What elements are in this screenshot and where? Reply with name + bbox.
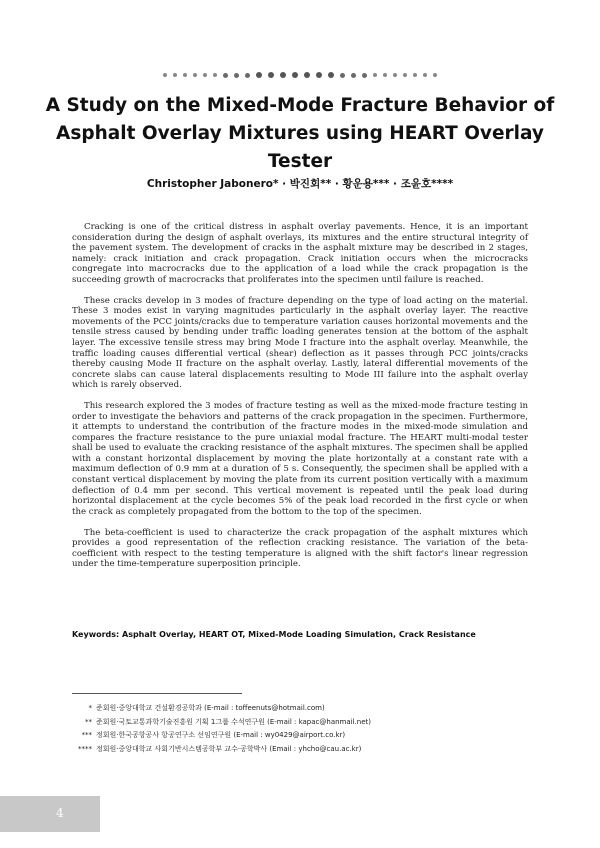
- abstract-paragraph: These cracks develop in 3 modes of fracture depending on the type of load acting on the material. These 3 modes exist in varying magnitudes particularly in the asphalt overlay layer. The reactive movements of the PCC joints/cracks due to temperature variation causes horizontal movements and the tensile stress caused by bending under traffic loading generates tension at the bottom of the asphalt layer. The excessive tensile stress may bring Mode I fracture into the asphalt overlay. Meanwhile, the traffic loading causes differential vertical (shear) deflection as it passes through PCC joints/cracks thereby causing Mode II fracture on the asphalt overlay. Lastly, lateral differential movements of the concrete slabs can cause lateral displacements resulting to Mode III failure into the asphalt overlay which is rarely observed.: [72, 295, 528, 391]
- footnote-text: 준회원·국토교통과학기술진흥원 기획 1그룹 수석연구원 (E-mail : kapac@hanmail.net): [96, 717, 371, 726]
- keywords-line: Keywords: Asphalt Overlay, HEART OT, Mixed-Mode Loading Simulation, Crack Resistance: [72, 630, 476, 639]
- footnote-mark: *: [88, 704, 92, 712]
- footnote: [72, 716, 528, 730]
- page-number-box: [0, 796, 100, 832]
- footnote-text: 준회원·중앙대학교 건설환경공학과 (E-mail : toffeenuts@hotmail.com): [96, 704, 325, 712]
- title-line: A Study on the Mixed-Mode Fracture Behavior of: [45, 95, 555, 116]
- title-line: Asphalt Overlay Mixtures using HEART Overlay Tester: [56, 123, 544, 172]
- footnote-mark: ***: [81, 731, 92, 739]
- author-list: Christopher Jabonero* · 박진회** · 황운용*** · 조윤호****: [146, 178, 454, 190]
- footnotes: [72, 702, 528, 756]
- abstract-paragraph: The beta-coefficient is used to characterize the crack propagation of the asphalt mixtures which provides a good representation of the reflection cracking resistance. The variation of the beta-coefficient with respect to the testing temperature is aligned with the shift factor's linear regression under the time-temperature superposition principle.: [72, 527, 528, 570]
- page-number: 4: [56, 806, 64, 820]
- footnote-divider: [72, 693, 242, 694]
- footnote: [72, 743, 528, 757]
- abstract-paragraph: Cracking is one of the critical distress in asphalt overlay pavements. Hence, it is an important consideration during the design of asphalt overlays, its mixtures and the entire structural integrity of the pavement system. The development of cracks in the asphalt mixture may be described in 2 stages, namely: crack initiation and crack propagation. Crack initiation occurs when the microcracks congregate into macrocracks due to the application of a load while the crack propagation is the succeeding growth of macrocracks that proliferates into the specimen until failure is reached.: [72, 222, 528, 285]
- footnote-mark: ****: [78, 744, 92, 753]
- abstract-body: [72, 222, 528, 580]
- footnote: [72, 702, 528, 716]
- footnote-mark: **: [85, 717, 92, 726]
- footnote-text: 정회원·한국공항공사 항공연구소 선임연구원 (E-mail : wy0429@airport.co.kr): [96, 731, 346, 739]
- footnote-text: 정회원·중앙대학교 사회기반시스템공학부 교수·공학박사 (Email : yhcho@cau.ac.kr): [96, 744, 362, 753]
- footnote: [72, 729, 528, 743]
- abstract-paragraph: This research explored the 3 modes of fracture testing as well as the mixed-mode fracture testing in order to investigate the behaviors and patterns of the crack propagation in the specimen. Furthermore, it attempts to understand the contribution of the fracture modes in the mixed-mode simulation and compares the fracture resistance to the pure uniaxial modal fracture. The HEART multi-modal tester shall be used to evaluate the cracking resistance of the asphalt mixtures. The specimen shall be applied with a constant horizontal displacement by moving the plate horizontally at a constant rate with a maximum deflection of 0.9 mm at a duration of 5 s. Consequently, the specimen shall be applied with a constant vertical displacement by moving the plate from its current position vertically with a maximum deflection of 0.4 mm per second. This vertical movement is repeated until the peak load during horizontal displacement at the cycle becomes 5% of the peak load recorded in the first cycle or when the crack as completely propagated from the bottom to the top of the specimen.: [72, 401, 528, 517]
- header-dot-ornament: [0, 70, 600, 82]
- paper-title: [40, 92, 560, 176]
